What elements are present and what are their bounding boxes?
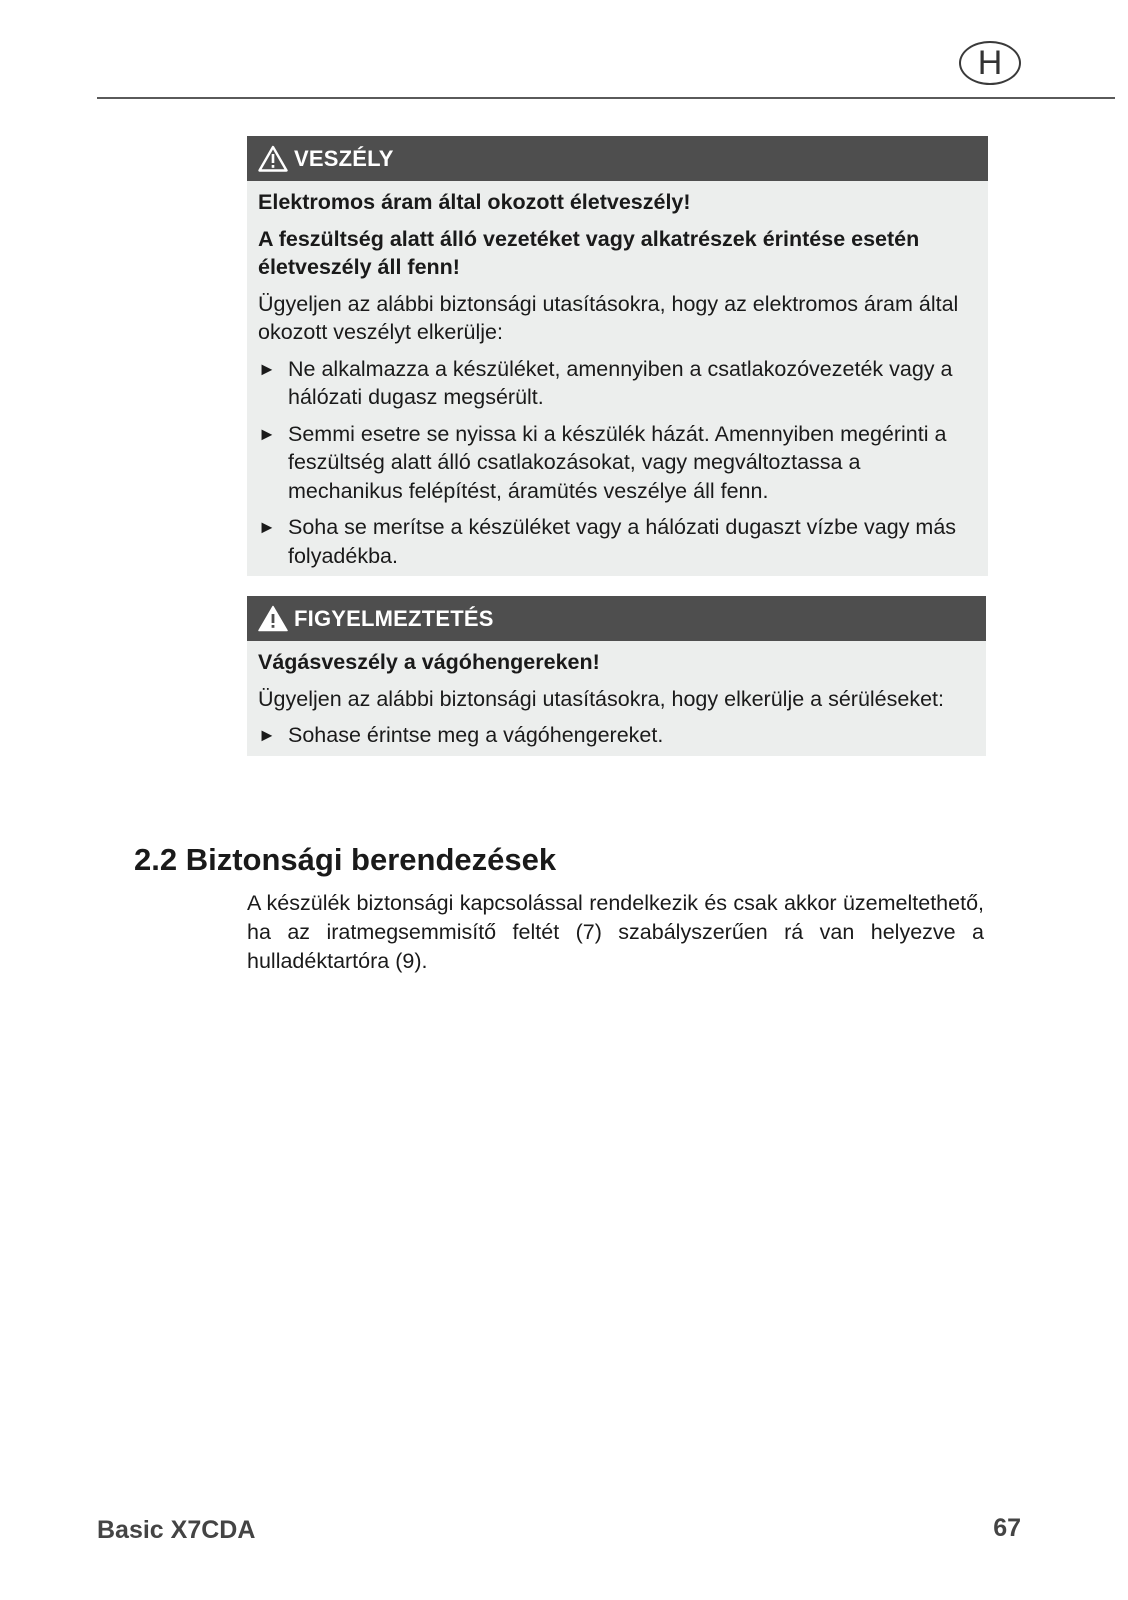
warning-bullet-list	[258, 721, 974, 750]
danger-notice-body	[247, 181, 988, 576]
section-title: 2.2 Biztonsági berendezések	[134, 842, 557, 877]
list-item	[258, 721, 974, 750]
page-number: 67	[993, 1514, 1021, 1542]
danger-notice	[247, 136, 988, 576]
list-item-text: Semmi esetre se nyissa ki a készülék házát. Amennyiben megérinti a feszültség alatt álló csatlakozásokat, vagy megváltoztassa a mechanikus felépítést, áramütés veszélye áll fenn.	[288, 421, 947, 503]
warning-heading: Vágásveszély a vágóhengereken!	[258, 650, 600, 674]
list-item-text: Sohase érintse meg a vágóhengereket.	[288, 723, 664, 747]
triangle-bullet-icon: ►	[258, 725, 276, 745]
warning-notice-header	[247, 596, 986, 641]
triangle-bullet-icon: ►	[258, 517, 276, 537]
list-item	[258, 420, 976, 506]
list-item	[258, 355, 976, 412]
section-text: A készülék biztonsági kapcsolással rendelkezik és csak akkor üzemeltethető, ha az iratmegsemmisítő feltét (7) szabályszerűen rá van helyezve a hulladéktartóra (9).	[247, 891, 984, 973]
warning-notice	[247, 596, 986, 756]
language-badge: H	[959, 41, 1021, 85]
triangle-bullet-icon: ►	[258, 358, 276, 379]
warning-outline-icon	[258, 145, 288, 172]
danger-subheading: A feszültség alatt álló vezetéket vagy alkatrészek érintése esetén életveszély áll fenn!	[258, 226, 920, 279]
warning-notice-title: FIGYELMEZTETÉS	[294, 605, 494, 631]
list-item-text: Soha se merítse a készüléket vagy a hálózati dugaszt vízbe vagy más folyadékba.	[288, 515, 957, 568]
footer-product-name: Basic X7CDA	[97, 1516, 256, 1544]
header-rule	[97, 97, 1115, 99]
triangle-bullet-icon: ►	[258, 423, 276, 444]
list-item	[258, 513, 976, 570]
danger-bullet-list	[258, 355, 976, 571]
danger-heading: Elektromos áram által okozott életveszély!	[258, 190, 691, 214]
danger-intro: Ügyeljen az alábbi biztonsági utasításokra, hogy az elektromos áram által okozott veszélyt elkerülje:	[258, 291, 959, 344]
warning-notice-body	[247, 641, 986, 756]
danger-notice-header	[247, 136, 988, 181]
list-item-text: Ne alkalmazza a készüléket, amennyiben a csatlakozóvezeték vagy a hálózati dugasz megsérült.	[288, 356, 953, 409]
warning-filled-icon	[258, 605, 288, 632]
warning-intro: Ügyeljen az alábbi biztonsági utasításokra, hogy elkerülje a sérüléseket:	[258, 686, 945, 711]
danger-notice-title: VESZÉLY	[294, 145, 394, 171]
